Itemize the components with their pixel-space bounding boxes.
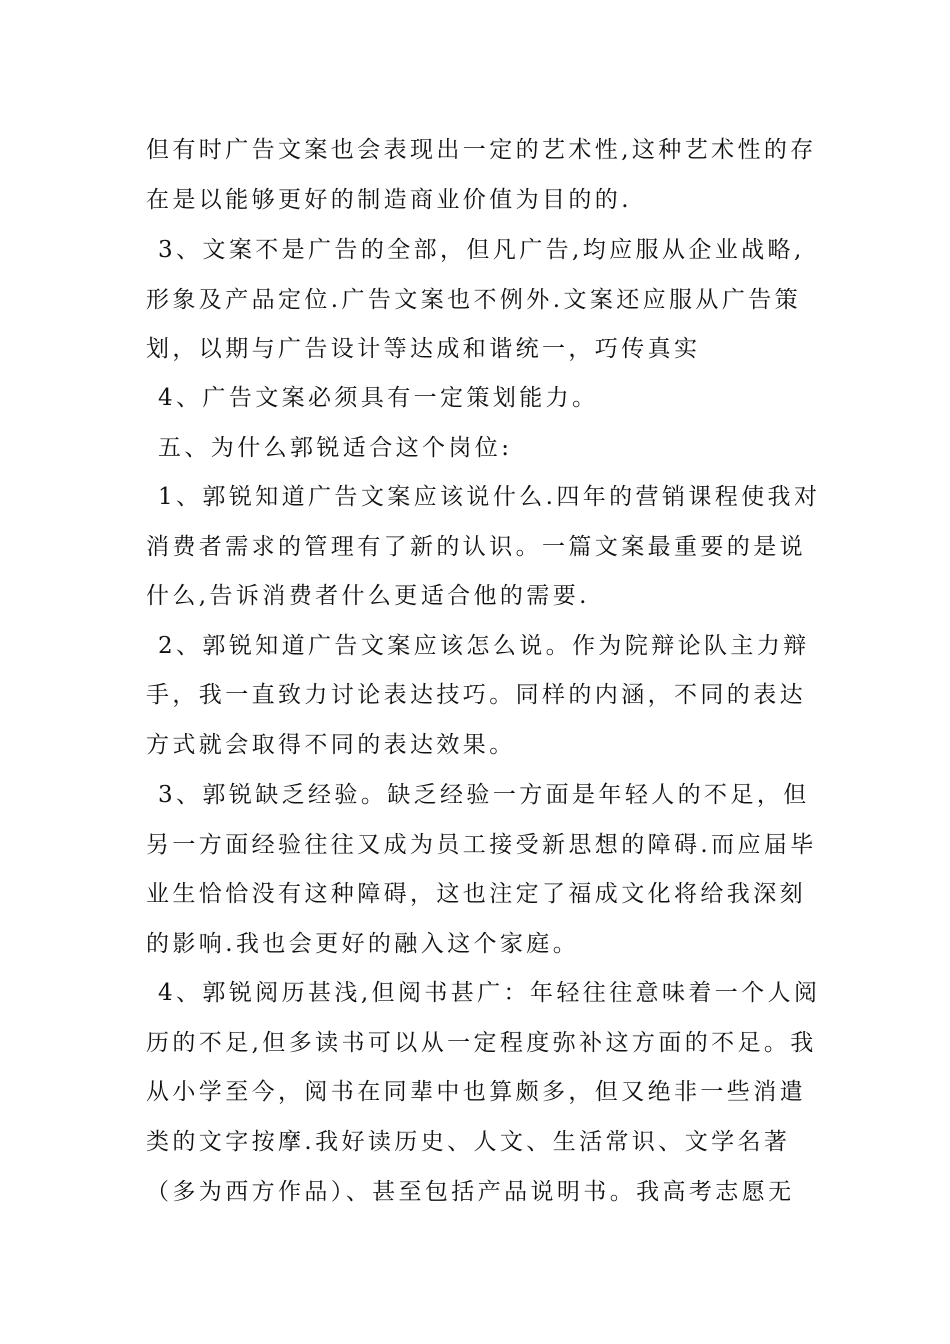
text-line: 3、郭锐缺乏经验。缺乏经验一方面是年轻人的不足，但 [158,782,810,808]
text-line: 另一方面经验往往又成为员工接受新思想的障碍.而应届毕 [146,832,817,858]
text-line: 业生恰恰没有这种障碍，这也注定了福成文化将给我深刻 [146,881,806,907]
text-line: （多为西方作品）、甚至包括产品说明书。我高考志愿无 [146,1179,795,1205]
text-line: 3、文案不是广告的全部，但凡广告,均应服从企业战略, [158,237,805,263]
text-line: 在是以能够更好的制造商业价值为目的的. [146,187,632,213]
text-line: 划，以期与广告设计等达成和谐统一，巧传真实 [146,336,701,362]
text-line: 4、广告文案必须具有一定策划能力。 [158,385,599,411]
text-line: 方式就会取得不同的表达效果。 [146,732,516,758]
text-line: 形象及产品定位.广告文案也不例外.文案还应服从广告策 [146,287,802,313]
text-line: 4、郭锐阅历甚浅,但阅书甚广：年轻往往意味着一个人阅 [158,980,821,1006]
text-line: 历的不足,但多读书可以从一定程度弥补这方面的不足。我 [146,1030,817,1056]
text-line: 1、郭锐知道广告文案应该说什么.四年的营销课程使我对 [158,484,821,510]
text-line: 消费者需求的管理有了新的认识。一篇文案最重要的是说 [146,534,806,560]
text-line: 的影响.我也会更好的融入这个家庭。 [146,931,580,957]
text-line: 2、郭锐知道广告文案应该怎么说。作为院辩论队主力辩 [158,633,810,659]
section-heading: 五、为什么郭锐适合这个岗位: [158,435,513,461]
text-line: 类的文字按摩.我好读历史、人文、生活常识、文学名著 [146,1129,791,1155]
text-line: 但有时广告文案也会表现出一定的艺术性,这种艺术性的存 [146,137,817,163]
text-line: 从小学至今，阅书在同辈中也算颇多，但又绝非一些消遣 [146,1079,806,1105]
text-line: 什么,告诉消费者什么更适合他的需要. [146,583,590,609]
text-line: 手，我一直致力讨论表达技巧。同样的内涵，不同的表达 [146,682,806,708]
